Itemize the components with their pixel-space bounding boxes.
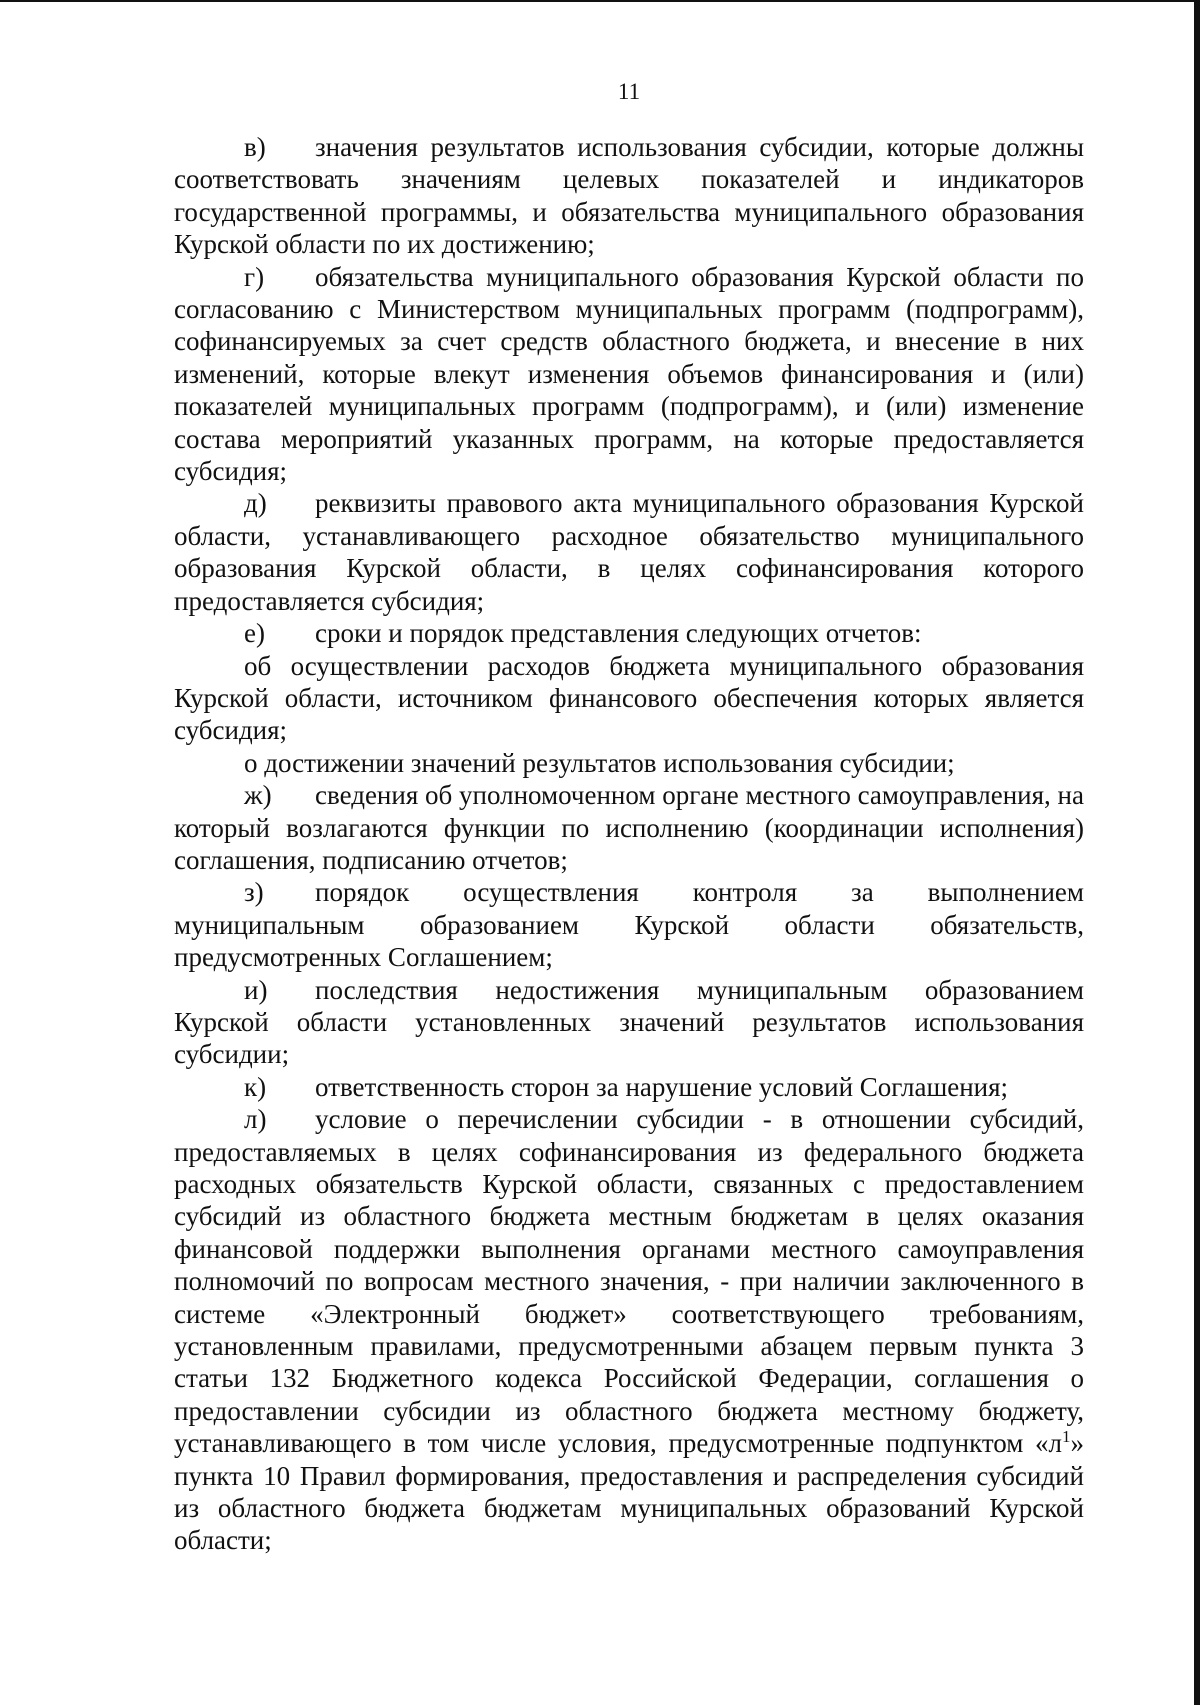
list-item: [174, 1103, 1084, 1557]
item-text: обязательства муниципального образования Курской области по согласованию с Министерством муниципальных программ (подпрограмм), софинансируемых за счет средств областного бюджета, и внесение в них изменений, которые влекут изменения объемов финансирования и (или) показателей муниципальных программ (подпрограмм), и (или) изменение состава мероприятий указанных программ, на которые предоставляется субсидия;: [174, 261, 1084, 487]
item-marker: е): [244, 618, 265, 649]
item-marker: ж): [244, 780, 272, 811]
list-item: [174, 779, 1084, 876]
item-text: сроки и порядок представления следующих отчетов:: [315, 618, 922, 649]
scan-border-top: [0, 0, 1200, 2]
item-marker: г): [244, 261, 265, 292]
item-text: ответственность сторон за нарушение условий Соглашения;: [315, 1071, 1009, 1102]
item-text: реквизиты правового акта муниципального образования Курской области, устанавливающего расходное обязательство муниципального образования Курской области, в целях софинансирования которого предоставляется субсидия;: [174, 488, 1084, 616]
superscript: 1: [1062, 1427, 1071, 1447]
list-item: [174, 1071, 1084, 1103]
item-text: об осуществлении расходов бюджета муниципального образования Курской области, источником финансового обеспечения которых является субсидия;: [174, 650, 1084, 746]
item-text: условие о перечислении субсидии - в отношении субсидий, предоставляемых в целях софинансирования из федерального бюджета расходных обязательств Курской области, связанных с предоставлением субсидий из областного бюджета местным бюджетам в целях оказания финансовой поддержки выполнения органами местного самоуправления полномочий по вопросам местного значения, - при наличии заключенного в системе «Электронный бюджет» соответствующего требованиям, установленным правилами, предусмотренными абзацем первым пункта 3 статьи 132 Бюджетного кодекса Российской Федерации, соглашения о предоставлении субсидии из областного бюджета местному бюджету, устанавливающего в том числе условия, предусмотренные подпунктом «л: [174, 1104, 1084, 1459]
item-marker: и): [244, 974, 268, 1005]
item-text: значения результатов использования субсидии, которые должны соответствовать значениям целевых показателей и индикаторов государственной программы, и обязательства муниципального образования Курской области по их достижению;: [174, 132, 1084, 260]
item-marker: з): [244, 877, 264, 908]
item-text-continued: » пункта 10 Правил формирования, предоставления и распределения субсидий из областного бюджета бюджетам муниципальных образований Курской области;: [174, 1428, 1084, 1556]
item-marker: д): [244, 488, 267, 519]
list-item: [174, 974, 1084, 1071]
item-marker: к): [244, 1071, 267, 1102]
scan-border-right: [1194, 0, 1200, 1705]
list-item: [174, 876, 1084, 973]
item-text: сведения об уполномоченном органе местного самоуправления, на который возлагаются функции по исполнению (координации исполнения) соглашения, подписанию отчетов;: [174, 780, 1084, 875]
item-text: последствия недостижения муниципальным образованием Курской области установленных значений результатов использования субсидии;: [174, 974, 1084, 1070]
sub-paragraph: [174, 747, 1084, 779]
sub-paragraph: [174, 650, 1084, 747]
list-item: [174, 131, 1084, 261]
item-text: порядок осуществления контроля за выполнением муниципальным образованием Курской области обязательств, предусмотренных Соглашением;: [174, 877, 1084, 973]
item-marker: л): [244, 1104, 267, 1135]
item-text: о достижении значений результатов использования субсидии;: [244, 747, 955, 778]
list-item: [174, 487, 1084, 617]
page-number: 11: [617, 79, 641, 104]
document-body: [174, 131, 1084, 1557]
list-item: [174, 617, 1084, 649]
item-marker: в): [244, 132, 266, 162]
list-item: [174, 261, 1084, 488]
